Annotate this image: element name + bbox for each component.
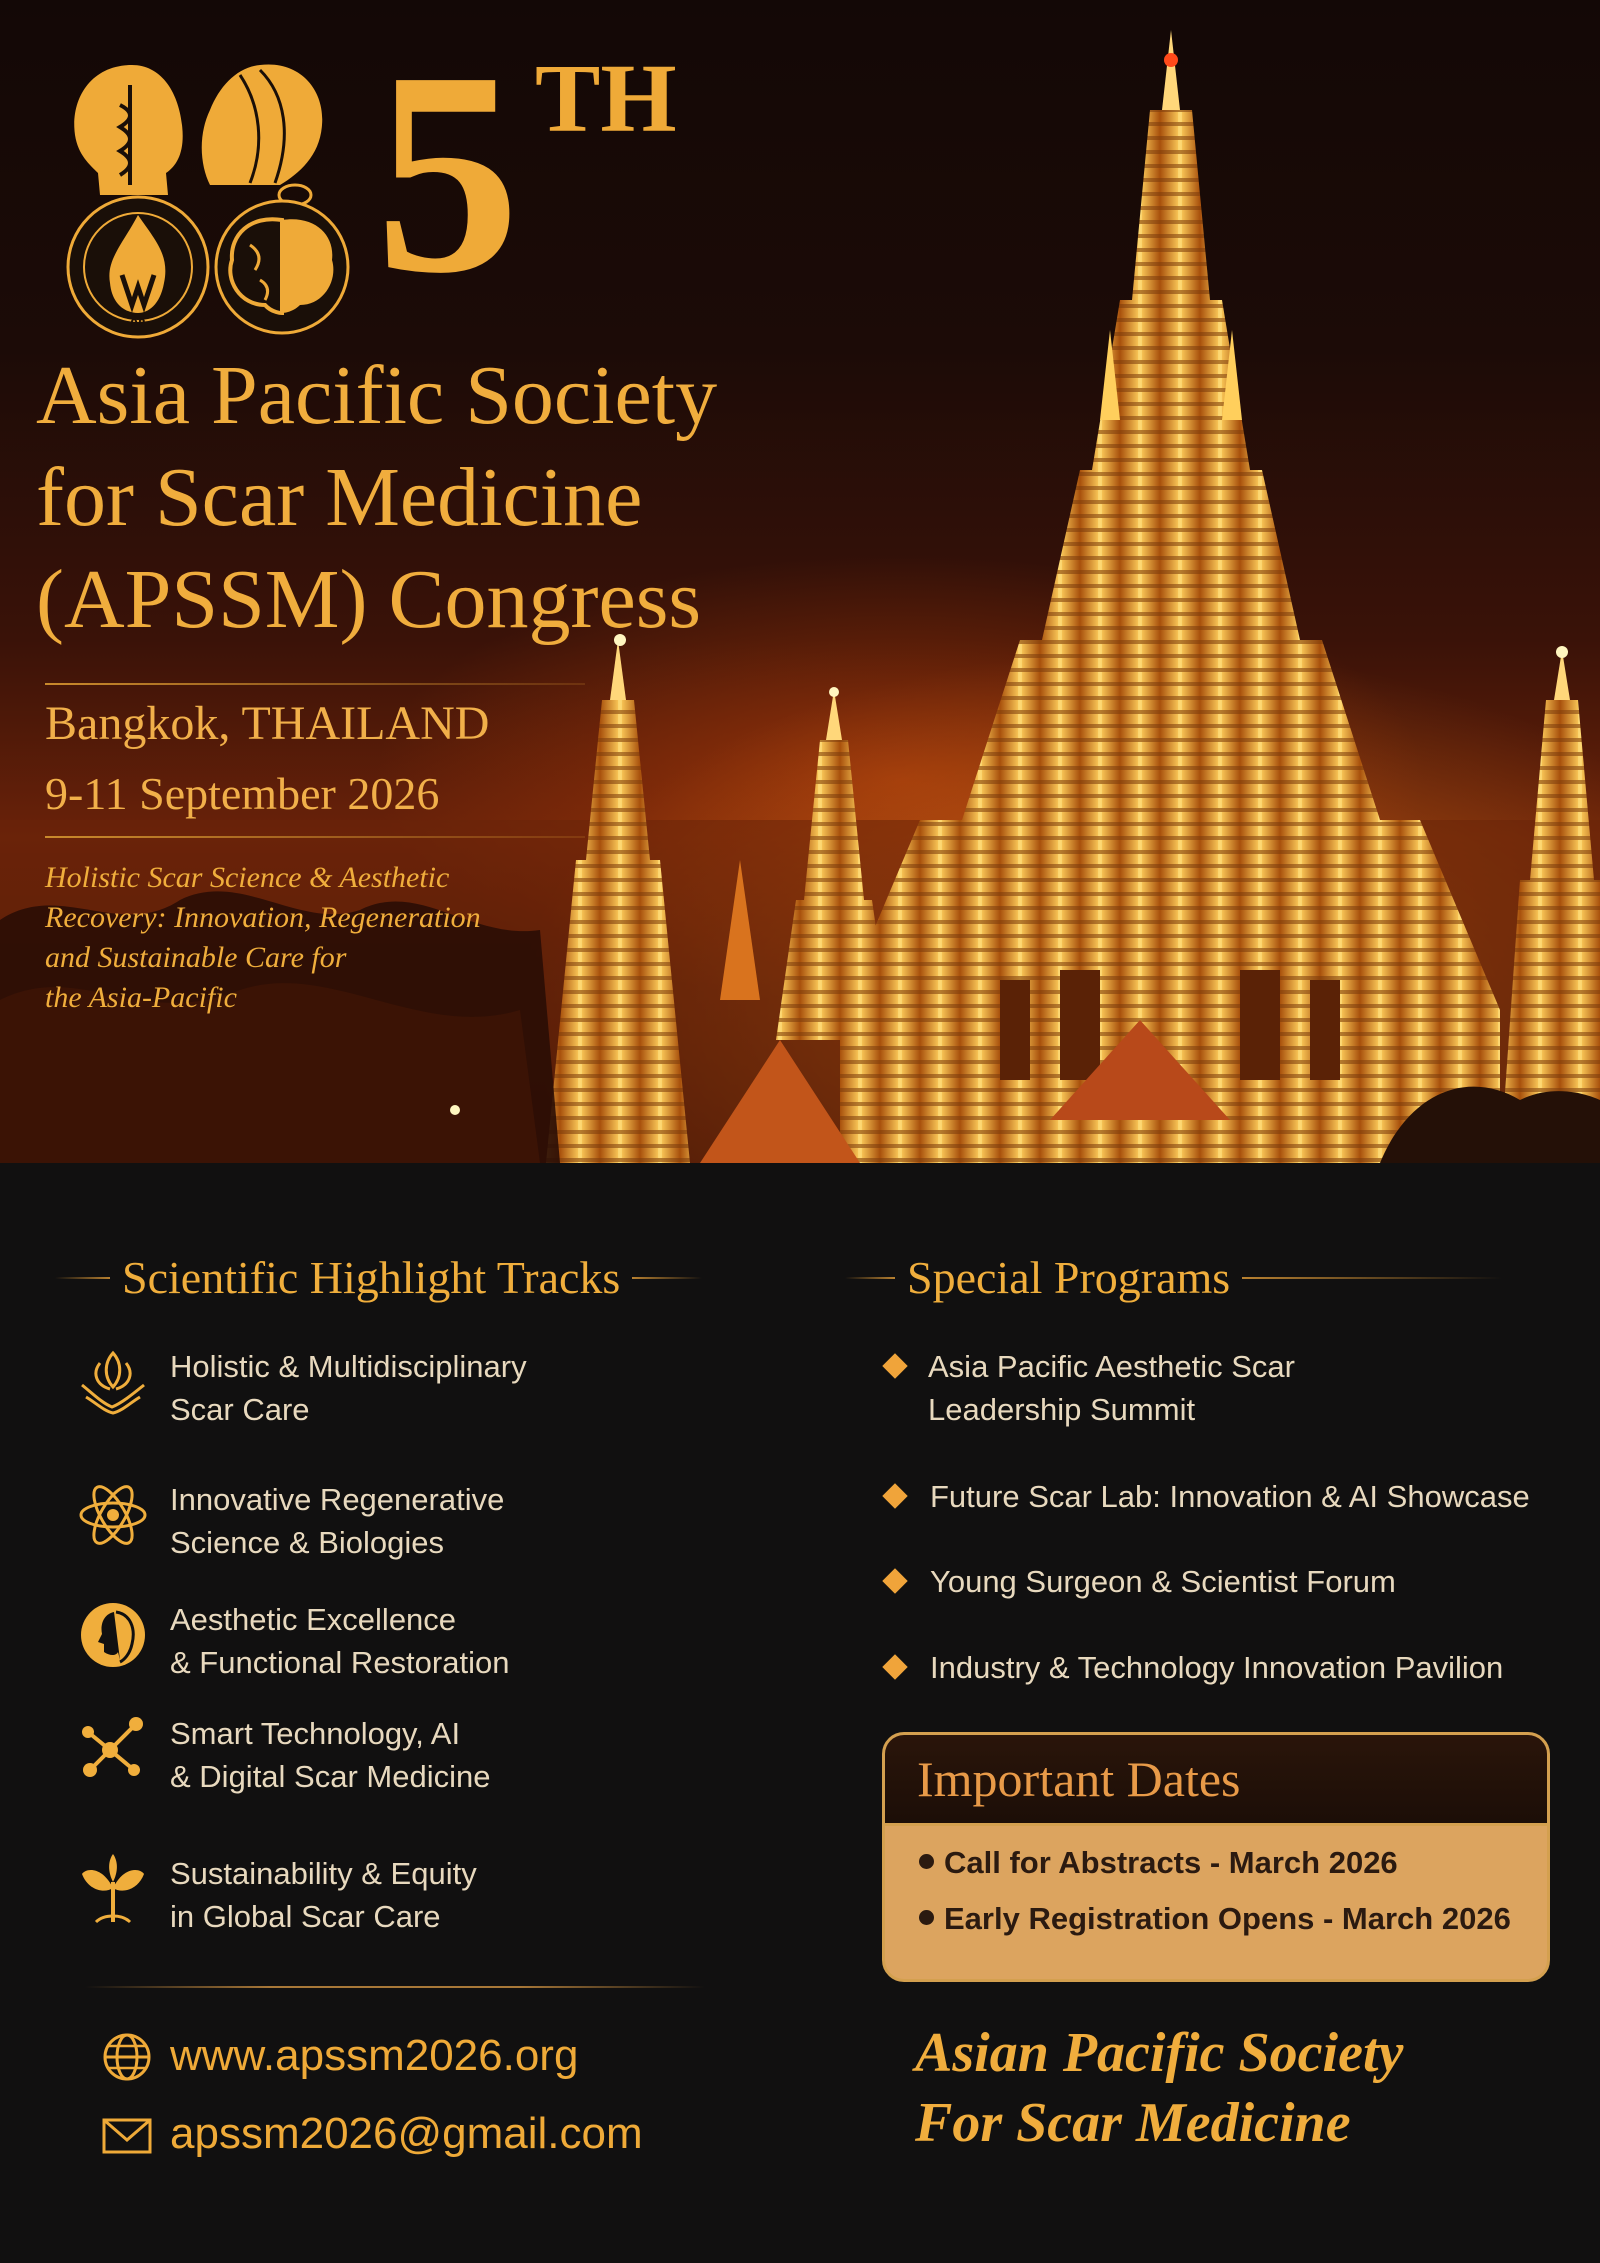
sprout-icon bbox=[76, 1852, 150, 1926]
program-label: Young Surgeon & Scientist Forum bbox=[930, 1564, 1396, 1599]
program-label: Future Scar Lab: Innovation & AI Showcase bbox=[930, 1479, 1530, 1514]
tracks-heading-row bbox=[55, 1248, 702, 1308]
location: Bangkok, THAILAND bbox=[45, 697, 490, 750]
network-nodes-icon bbox=[76, 1712, 150, 1786]
edition-suffix: TH bbox=[535, 45, 677, 153]
event-dates: 9-11 September 2026 bbox=[45, 768, 440, 819]
mail-envelope-icon bbox=[100, 2108, 154, 2162]
head-logo-icon bbox=[74, 65, 182, 195]
brain-logo-icon bbox=[216, 201, 348, 333]
central-prang bbox=[840, 30, 1500, 1163]
hands-leaf-icon bbox=[76, 1345, 150, 1419]
track-item bbox=[70, 1598, 670, 1688]
face-profile-logo-icon bbox=[202, 64, 323, 205]
date-item-text: Call for Abstracts - March 2026 bbox=[944, 1845, 1398, 1880]
track-label: Innovative Regenerative Science & Biologies bbox=[170, 1482, 505, 1560]
important-dates-header bbox=[885, 1735, 1547, 1826]
important-dates-panel bbox=[882, 1732, 1550, 1982]
date-item bbox=[919, 1899, 1511, 1939]
date-item bbox=[919, 1843, 1398, 1883]
track-label: Smart Technology, AI & Digital Scar Medicine bbox=[170, 1716, 491, 1794]
diamond-bullet-icon bbox=[882, 1654, 907, 1679]
globe-icon bbox=[100, 2030, 154, 2084]
divider-bottom bbox=[45, 836, 585, 838]
tagline: Holistic Scar Science & Aesthetic Recovery: Innovation, Regeneration and Sustainable Care for the Asia-Pacific bbox=[45, 861, 481, 1014]
bullet-dot-icon bbox=[919, 1854, 934, 1869]
burn-wound-association-seal bbox=[68, 197, 208, 337]
atom-icon bbox=[76, 1478, 150, 1552]
track-label: Sustainability & Equity in Global Scar Care bbox=[170, 1856, 477, 1934]
heading-rule-left bbox=[55, 1277, 110, 1279]
track-item bbox=[70, 1712, 670, 1802]
congress-title: Asia Pacific Society for Scar Medicine (APSSM) Congress bbox=[36, 349, 718, 646]
website-link[interactable]: www.apssm2026.org bbox=[170, 2031, 579, 2080]
divider-top bbox=[45, 683, 585, 685]
society-name: Asian Pacific Society For Scar Medicine bbox=[915, 2022, 1404, 2154]
important-dates-heading: Important Dates bbox=[917, 1751, 1241, 1807]
heading-rule-right bbox=[632, 1277, 702, 1279]
diamond-bullet-icon bbox=[882, 1568, 907, 1593]
edition-number: 5 bbox=[375, 12, 520, 333]
track-label: Aesthetic Excellence & Functional Restoration bbox=[170, 1602, 510, 1680]
woman-profile-icon bbox=[76, 1598, 150, 1672]
diamond-bullet-icon bbox=[882, 1353, 907, 1378]
heading-rule-right bbox=[1242, 1277, 1502, 1279]
bullet-dot-icon bbox=[919, 1910, 934, 1925]
track-item bbox=[70, 1478, 670, 1568]
society-logos bbox=[60, 55, 360, 345]
heading-rule-left bbox=[845, 1277, 895, 1279]
tracks-heading: Scientific Highlight Tracks bbox=[122, 1252, 621, 1303]
program-label: Industry & Technology Innovation Pavilion bbox=[930, 1650, 1504, 1685]
email-link[interactable]: apssm2026@gmail.com bbox=[170, 2109, 643, 2158]
programs-heading-row bbox=[845, 1248, 1502, 1308]
track-item bbox=[70, 1345, 670, 1435]
svg-text:98: 98 bbox=[130, 317, 146, 330]
track-label: Holistic & Multidisciplinary Scar Care bbox=[170, 1349, 527, 1427]
date-item-text: Early Registration Opens - March 2026 bbox=[944, 1901, 1511, 1936]
program-label: Asia Pacific Aesthetic Scar Leadership Summit bbox=[928, 1349, 1295, 1427]
diamond-bullet-icon bbox=[882, 1483, 907, 1508]
track-item bbox=[70, 1852, 670, 1942]
contact-divider bbox=[85, 1986, 705, 1988]
programs-heading: Special Programs bbox=[907, 1252, 1231, 1303]
